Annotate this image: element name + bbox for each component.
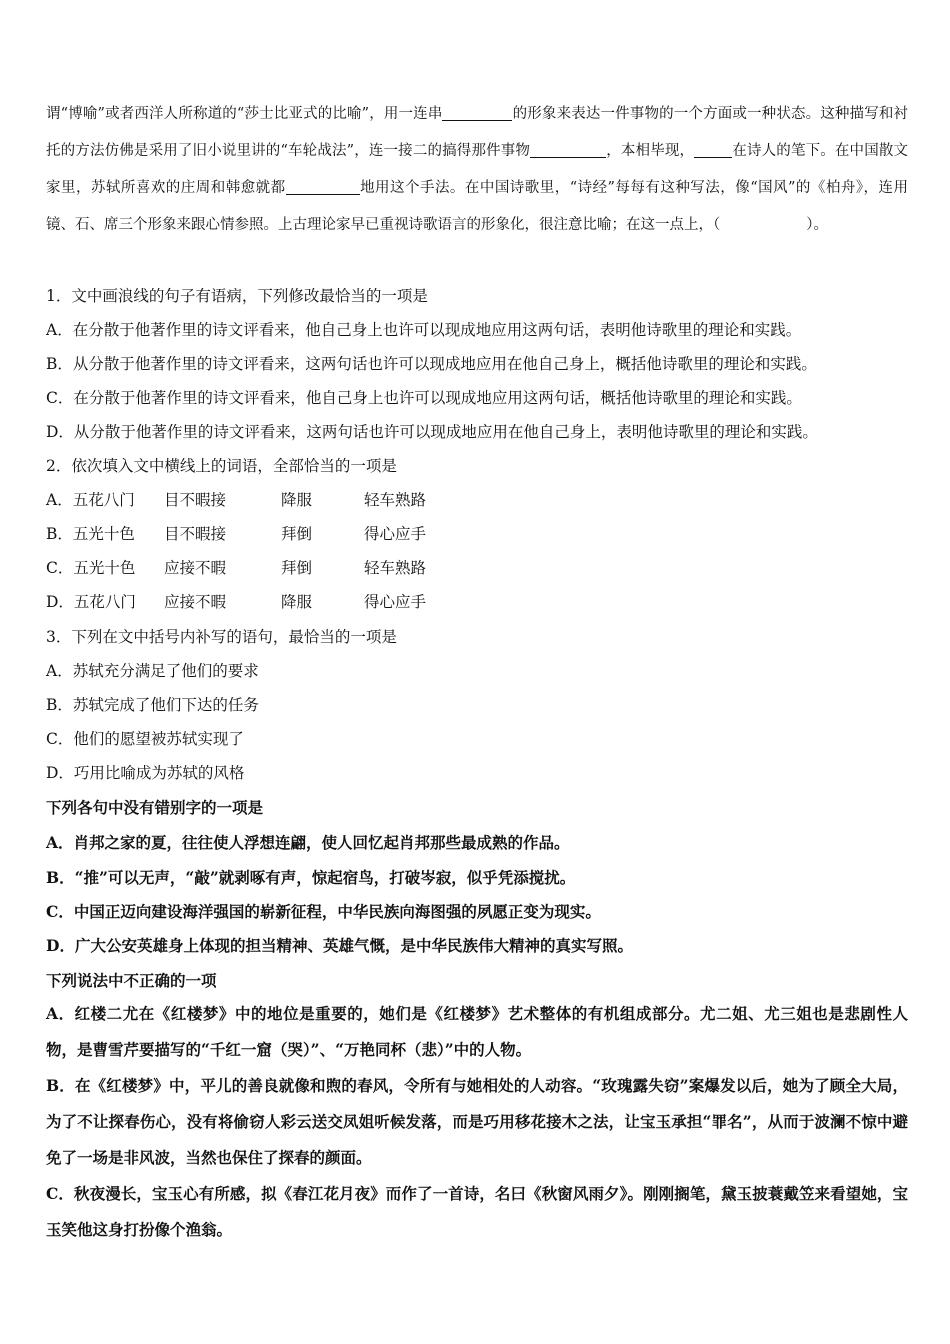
question-3-option-c: C．他们的愿望被苏轼实现了 (46, 730, 244, 748)
option-word: C．五光十色 (46, 559, 136, 577)
option-word: B．五光十色 (46, 525, 135, 543)
option-word: 降服 (281, 491, 313, 509)
question-3-option-d: D．巧用比喻成为苏轼的风格 (46, 764, 245, 782)
question-2-option-c (46, 556, 426, 578)
question-1-option-b: B．从分散于他著作里的诗文评看来，这两句话也许可以现成地应用在他自己身上，概括他诗歌里的理论和实践。 (46, 355, 817, 373)
question-5-option-a: A．红楼二尤在《红楼梦》中的地位是重要的，她们是《红楼梦》艺术整体的有机组成部分。尤二姐、尤三姐也是悲剧性人物，是曹雪芹要描写的“千红一窟（哭）”、“万艳同杯（悲）”中的人物。 (46, 1004, 908, 1059)
question-4-option-d: D．广大公安英雄身上体现的担当精神、英雄气慨，是中华民族伟大精神的真实写照。 (46, 936, 633, 955)
question-1-option-a: A．在分散于他著作里的诗文评看来，他自己身上也许可以现成地应用这两句话，表明他诗歌里的理论和实践。 (46, 321, 802, 339)
question-4-option-a: A．肖邦之家的夏，往往使人浮想连翩，使人回忆起肖邦那些最成熟的作品。 (46, 833, 570, 852)
fill-blank-4 (286, 178, 360, 195)
question-4-option-c: C．中国正迈向建设海洋强国的崭新征程，中华民族向海图强的夙愿正变为现实。 (46, 902, 601, 921)
question-2-stem: 2．依次填入文中横线上的词语，全部恰当的一项是 (46, 457, 397, 475)
question-4-stem: 下列各句中没有错别字的一项是 (46, 798, 264, 817)
reading-passage (46, 96, 908, 244)
fill-blank-1 (442, 104, 512, 121)
option-word: 得心应手 (364, 593, 427, 611)
option-word: 目不暇接 (164, 525, 227, 543)
option-word: A．五花八门 (46, 491, 135, 509)
question-1-stem: 1．文中画浪线的句子有语病，下列修改最恰当的一项是 (46, 287, 428, 305)
option-word: 目不暇接 (164, 491, 227, 509)
question-1-option-c: C．在分散于他著作里的诗文评看来，他自己身上也许可以现成地应用这两句话，概括他诗歌里的理论和实践。 (46, 389, 802, 407)
question-5-option-b: B．在《红楼梦》中，平儿的善良就像和煦的春风，令所有与她相处的人动容。“玫瑰露失窃”案爆发以后，她为了顾全大局，为了不让探春伤心，没有将偷窃人彩云送交凤姐听候发落，而是巧用移花接木之法，让宝玉承担“罪名”，从而于波澜不惊中避免了一场是非风波，当然也保住了探春的颜面。 (46, 1076, 908, 1167)
question-3-option-b: B．苏轼完成了他们下达的任务 (46, 696, 259, 714)
option-word: 轻车熟路 (364, 491, 427, 509)
option-word: 轻车熟路 (364, 559, 427, 577)
question-2-option-b (46, 522, 426, 544)
passage-text: 在诗人的笔下。在中国散文家里，苏轼所喜欢的庄周和韩愈就都 (46, 143, 909, 196)
option-word: D．五花八门 (46, 593, 136, 611)
question-3-stem: 3．下列在文中括号内补写的语句，最恰当的一项是 (46, 628, 397, 646)
question-2-option-d (46, 590, 426, 612)
question-5-stem: 下列说法中不正确的一项 (46, 971, 217, 990)
fill-blank-3 (694, 141, 732, 158)
option-word: 拜倒 (281, 559, 313, 577)
option-word: 应接不暇 (164, 593, 227, 611)
question-3-option-a: A．苏轼充分满足了他们的要求 (46, 662, 259, 680)
passage-text: 的形象来表达一件事物的一个方面或一种状态。这种描写和衬托的方法仿佛是采用了旧小说里讲的“车轮战法”，连一接二的搞得那件事物 (46, 106, 909, 159)
question-2-option-a (46, 488, 426, 510)
question-1-option-d: D．从分散于他著作里的诗文评看来，这两句话也许可以现成地应用在他自己身上，表明他诗歌里的理论和实践。 (46, 423, 818, 441)
option-word: 降服 (281, 593, 313, 611)
passage-text: 谓“博喻”或者西洋人所称道的“莎士比亚式的比喻”，用一连串 (46, 106, 443, 122)
question-5-option-c: C．秋夜漫长，宝玉心有所感，拟《春江花月夜》而作了一首诗，名曰《秋窗风雨夕》。刚刚搁笔，黛玉披蓑戴笠来看望她，宝玉笑他这身打扮像个渔翁。 (46, 1184, 908, 1239)
passage-text: 地用这个手法。在中国诗歌里，“诗经”每每有这种写法，像“国风”的《柏舟》，连用镜、石、席三个形象来跟心情参照。上古理论家早已重视诗歌语言的形象化，很注意比喻；在这一点上，（ (46, 180, 908, 233)
option-word: 应接不暇 (164, 559, 227, 577)
fill-blank-2 (530, 141, 606, 158)
option-word: 得心应手 (364, 525, 427, 543)
passage-text: ）。 (806, 217, 828, 233)
passage-text: ，本相毕现， (606, 143, 695, 159)
option-word: 拜倒 (281, 525, 313, 543)
question-4-option-b: B．“推”可以无声，“敲”就剥啄有声，惊起宿鸟，打破岑寂，似乎凭添搅扰。 (46, 868, 576, 887)
